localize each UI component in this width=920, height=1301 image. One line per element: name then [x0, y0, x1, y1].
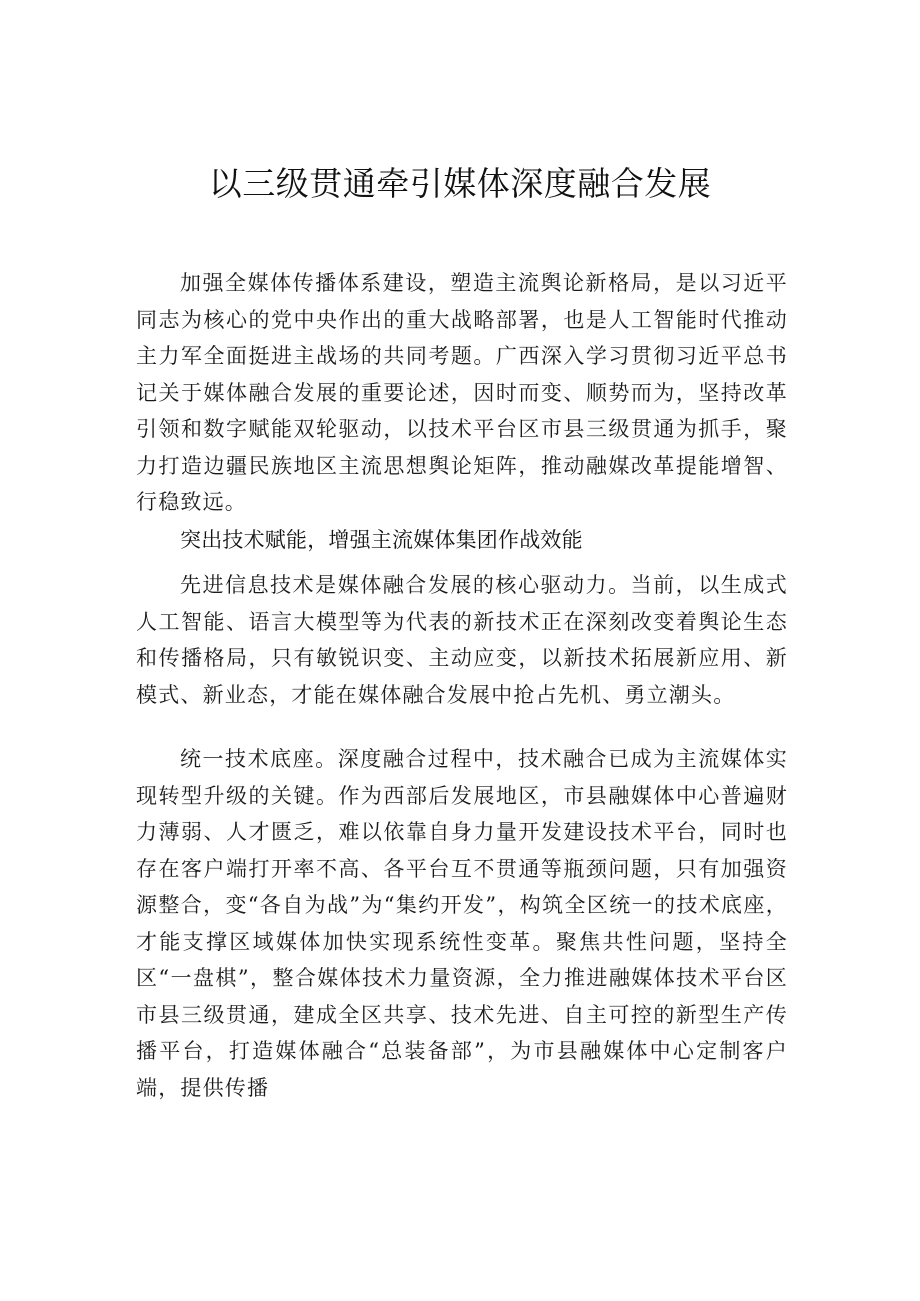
unified-base-paragraph: 统一技术底座。深度融合过程中，技术融合已成为主流媒体实现转型升级的关键。作为西部后发展地区，市县融媒体中心普遍财力薄弱、人才匮乏，难以依靠自身力量开发建设技术平台，同时也存在客户端打开率不高、各平台互不贯通等瓶颈问题，只有加强资源整合，变“各自为战”为“集约开发”，构筑全区统一的技术底座，才能支撑区域媒体加快实现系统性变革。聚焦共性问题，坚持全区“一盘棋”，整合媒体技术力量资源，全力推进融媒体技术平台区市县三级贯通，建成全区共享、技术先进、自主可控的新型生产传播平台，打造媒体融合“总装备部”，为市县融媒体中心定制客户端，提供传播 [136, 747, 788, 1100]
tech-drive-paragraph: 先进信息技术是媒体融合发展的核心驱动力。当前，以生成式人工智能、语言大模型等为代表的新技术正在深刻改变着舆论生态和传播格局，只有敏锐识变、主动应变，以新技术拓展新应用、新模式、新业态，才能在媒体融合发展中抢占先机、勇立潮头。 [136, 573, 788, 707]
page-title: 以三级贯通牵引媒体深度融合发展 [208, 164, 712, 203]
intro-paragraph: 加强全媒体传播体系建设，塑造主流舆论新格局，是以习近平同志为核心的党中央作出的重大战略部署，也是人工智能时代推动主力军全面挺进主战场的共同考题。广西深入学习贯彻习近平总书记关于媒体融合发展的重要论述，因时而变、顺势而为，坚持改革引领和数字赋能双轮驱动，以技术平台区市县三级贯通为抓手，聚力打造边疆民族地区主流思想舆论矩阵，推动融媒改革提能增智、行稳致远。 [136, 271, 788, 514]
section-heading: 突出技术赋能，增强主流媒体集团作战效能 [180, 528, 583, 552]
